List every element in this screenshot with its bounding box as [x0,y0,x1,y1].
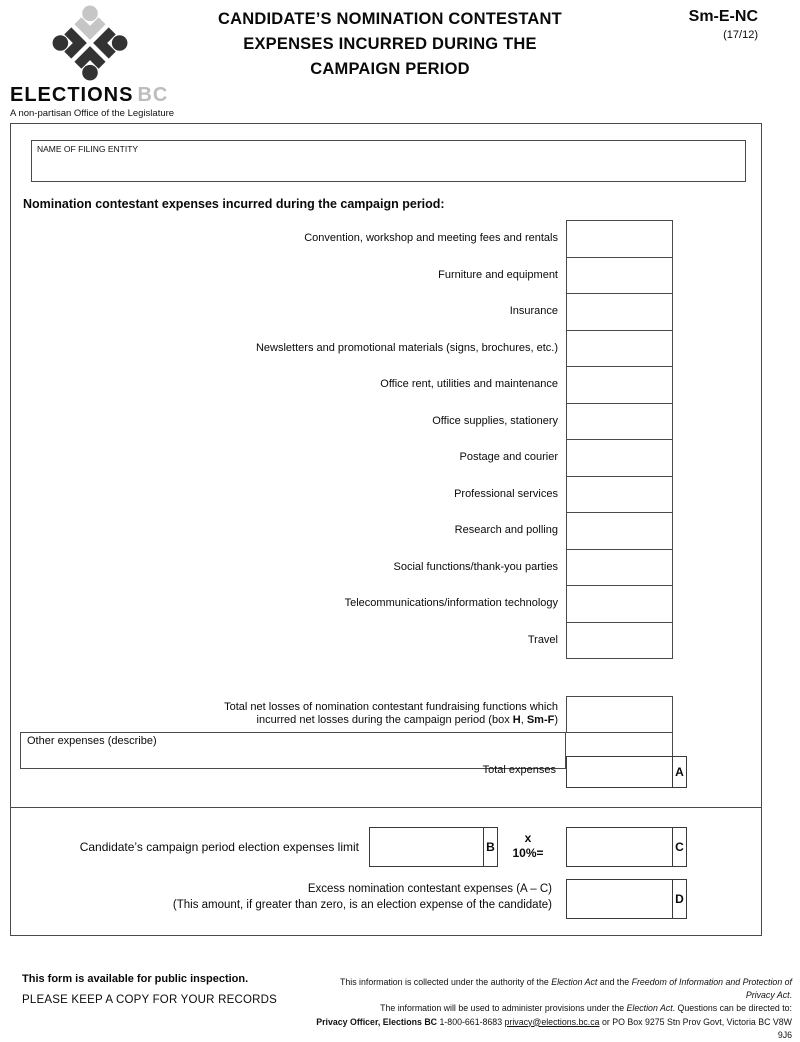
limit-result-amount-field[interactable] [567,828,672,866]
elections-bc-pinwheel-icon [36,4,144,82]
filing-entity-field[interactable] [31,140,746,182]
expense-amount-field[interactable] [566,293,673,331]
form-code-block [689,8,758,41]
page-title [170,7,610,82]
expense-row [11,220,673,258]
fundraising-losses-label-line2: incurred net losses during the campaign period (box H, Sm-F) [256,714,558,727]
expense-row [11,293,673,331]
form-version: (17/12) [723,29,758,41]
box-c-tag: C [672,828,686,866]
expense-row [11,476,673,514]
filing-entity-label: NAME OF FILING ENTITY [37,144,139,154]
expense-label: Office supplies, stationery [432,414,558,427]
box-b-tag: B [483,828,497,866]
expense-amount-field[interactable] [566,220,673,258]
expense-label: Social functions/thank-you parties [393,560,558,573]
public-inspection-note: This form is available for public inspection. [22,973,249,985]
box-a-tag: A [672,757,686,787]
expense-label: Telecommunications/information technology [344,597,558,609]
total-expenses-label: Total expenses [482,764,556,776]
expense-label: Professional services [454,487,558,500]
expenses-limit-amount-field[interactable] [370,828,483,866]
multiplier-label [503,831,553,861]
other-expenses-describe-field[interactable] [21,733,565,768]
expense-row [11,330,673,368]
brand-wordmark [10,84,180,107]
expense-amount-field[interactable] [566,403,673,441]
privacy-notice-line2: The information will be used to administer provisions under the Election Act. Questions can be directed to: [380,1003,792,1014]
expenses-section-heading: Nomination contestant expenses incurred during the campaign period: [23,197,445,211]
excess-label-line1: Excess nomination contestant expenses (A – C) [307,883,552,895]
excess-label-line2: (This amount, if greater than zero, is an election expense of the candidate) [172,898,552,911]
expense-amount-field[interactable] [566,585,673,623]
total-expenses-amount-field[interactable] [567,757,672,787]
fundraising-losses-amount-field[interactable] [566,696,673,734]
multiplier-line2: 10%= [512,846,544,860]
expense-amount-field[interactable] [566,366,673,404]
expense-rows [11,221,673,659]
excess-expenses-label [31,882,552,913]
expense-amount-field[interactable] [566,439,673,477]
brand-bc: BC [137,84,169,106]
expense-label: Postage and courier [459,451,558,463]
expense-label: Newsletters and promotional materials (signs, brochures, etc.) [255,341,558,354]
form-code: Sm-E-NC [688,8,758,25]
privacy-notice-line1: This information is collected under the authority of the Election Act and the Freedom of Information and Protection of Privacy Act. [339,977,792,1001]
expense-row [11,439,673,477]
expense-amount-field[interactable] [566,549,673,587]
expense-label: Furniture and equipment [438,268,558,281]
excess-expenses-box [566,879,687,919]
expense-row [11,512,673,550]
brand-tagline: A non-partisan Office of the Legislature [10,108,175,119]
expense-label: Convention, workshop and meeting fees and rentals [304,232,558,244]
expense-amount-field[interactable] [566,476,673,514]
expense-amount-field[interactable] [566,512,673,550]
total-expenses-box [566,756,687,788]
footer-left [22,973,277,1006]
section-divider [11,807,761,808]
expense-amount-field[interactable] [566,622,673,660]
expense-row [11,585,673,623]
expense-row [11,257,673,295]
footer-privacy-notice [312,976,792,1042]
excess-expenses-amount-field[interactable] [567,880,672,918]
fundraising-losses-label-line1: Total net losses of nomination contestant fundraising functions which [224,700,558,713]
other-expenses-label: Other expenses (describe) [27,735,157,747]
title-line-1: CANDIDATE’S NOMINATION CONTESTANT [218,10,562,28]
multiplier-line1: x [524,831,532,845]
box-d-tag: D [672,880,686,918]
fundraising-losses-label [11,701,566,728]
expense-label: Office rent, utilities and maintenance [380,378,558,390]
elections-bc-logo [10,4,180,119]
expense-label: Research and polling [454,524,558,536]
expense-label: Travel [527,633,558,646]
expense-amount-field[interactable] [566,257,673,295]
keep-copy-note: PLEASE KEEP A COPY FOR YOUR RECORDS [22,994,277,1006]
expense-row [11,403,673,441]
expenses-limit-box [369,827,498,867]
title-line-3: CAMPAIGN PERIOD [310,60,470,78]
fundraising-losses-row [11,696,673,734]
brand-elections: ELECTIONS [10,84,134,106]
expense-row [11,622,673,660]
expense-row [11,366,673,404]
expenses-limit-label: Candidate’s campaign period election expenses limit [79,840,359,854]
privacy-notice-line3: Privacy Officer, Elections BC 1-800-661-8683 privacy@elections.bc.ca or PO Box 9275 Stn Prov Govt, Victoria BC V8W 9J6 [316,1016,792,1040]
title-line-2: EXPENSES INCURRED DURING THE [243,35,537,53]
limit-result-box [566,827,687,867]
expense-label: Insurance [509,305,558,317]
expense-row [11,549,673,587]
form-body [10,123,762,936]
expense-amount-field[interactable] [566,330,673,368]
